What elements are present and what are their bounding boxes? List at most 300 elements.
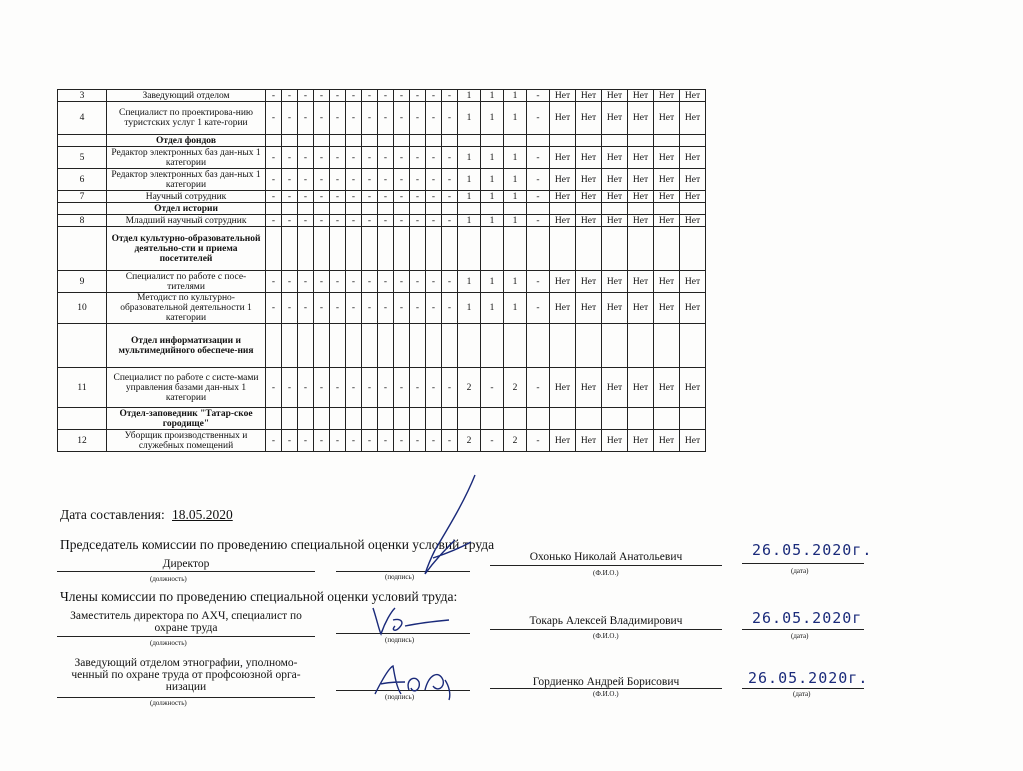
position-name-cell: Младший научный сотрудник (107, 215, 266, 227)
assessment-table (57, 89, 706, 452)
count-cell: 1 (504, 147, 527, 169)
empty-cell (442, 227, 458, 271)
empty-cell (680, 227, 706, 271)
position-name-cell: Методист по культурно-образовательной деятельности 1 категории (107, 293, 266, 324)
count-cell: - (527, 215, 550, 227)
answer-cell: Нет (680, 293, 706, 324)
row-number-cell: 7 (58, 191, 107, 203)
class-cell: - (314, 293, 330, 324)
answer-cell: Нет (602, 430, 628, 452)
class-cell: - (298, 215, 314, 227)
row-number-cell: 11 (58, 368, 107, 408)
empty-cell (527, 203, 550, 215)
empty-cell (330, 227, 346, 271)
section-title: Отдел информатизации и мультимедийного обеспече-ния (107, 324, 266, 368)
member-2-signature-image (365, 660, 465, 702)
chair-heading: Председатель комиссии по проведению специальной оценки условий труда (60, 537, 495, 552)
section-row (58, 408, 706, 430)
member-2-name: Гордиенко Андрей Борисович (532, 676, 680, 688)
empty-cell (266, 408, 282, 430)
chair-position-line (57, 571, 315, 572)
empty-cell (410, 135, 426, 147)
empty-cell (314, 324, 330, 368)
class-cell: - (330, 293, 346, 324)
answer-cell: Нет (654, 102, 680, 135)
class-cell: - (314, 215, 330, 227)
member-2-position-line (57, 697, 315, 698)
empty-cell (362, 203, 378, 215)
answer-cell: Нет (550, 169, 576, 191)
answer-cell: Нет (550, 430, 576, 452)
class-cell: - (330, 368, 346, 408)
count-cell: - (527, 147, 550, 169)
empty-cell (628, 324, 654, 368)
answer-cell: Нет (550, 147, 576, 169)
class-cell: - (378, 191, 394, 203)
empty-cell (654, 135, 680, 147)
empty-cell (362, 324, 378, 368)
empty-cell (442, 408, 458, 430)
chair-position: Директор (162, 558, 210, 570)
class-cell: - (378, 90, 394, 102)
answer-cell: Нет (602, 147, 628, 169)
class-cell: - (282, 271, 298, 293)
class-cell: - (442, 368, 458, 408)
class-cell: - (282, 368, 298, 408)
class-cell: - (394, 293, 410, 324)
count-cell: - (527, 368, 550, 408)
answer-cell: Нет (654, 147, 680, 169)
class-cell: - (378, 293, 394, 324)
class-cell: - (394, 368, 410, 408)
empty-cell (394, 408, 410, 430)
chair-name: Охонько Николай Анатольевич (529, 551, 683, 563)
count-cell: - (527, 191, 550, 203)
empty-cell (410, 227, 426, 271)
class-cell: - (426, 169, 442, 191)
count-cell: 2 (504, 368, 527, 408)
empty-cell (298, 324, 314, 368)
count-cell: 2 (458, 368, 481, 408)
class-cell: - (266, 90, 282, 102)
empty-cell (481, 203, 504, 215)
empty-cell (504, 203, 527, 215)
empty-cell (298, 227, 314, 271)
date-value: 18.05.2020 (172, 507, 233, 522)
empty-cell (550, 408, 576, 430)
count-cell: 1 (481, 271, 504, 293)
empty-cell (576, 324, 602, 368)
row-number-cell: 10 (58, 293, 107, 324)
class-cell: - (362, 215, 378, 227)
class-cell: - (362, 90, 378, 102)
position-name-cell: Уборщик производственных и служебных помещений (107, 430, 266, 452)
class-cell: - (282, 430, 298, 452)
class-cell: - (282, 191, 298, 203)
empty-cell (394, 203, 410, 215)
class-cell: - (362, 191, 378, 203)
count-cell: 2 (504, 430, 527, 452)
class-cell: - (282, 102, 298, 135)
class-cell: - (410, 102, 426, 135)
class-cell: - (362, 147, 378, 169)
empty-cell (576, 135, 602, 147)
class-cell: - (442, 102, 458, 135)
chair-position-caption: (должность) (150, 575, 187, 583)
answer-cell: Нет (680, 169, 706, 191)
answer-cell: Нет (654, 215, 680, 227)
class-cell: - (378, 368, 394, 408)
empty-cell (504, 408, 527, 430)
class-cell: - (426, 215, 442, 227)
class-cell: - (330, 102, 346, 135)
class-cell: - (266, 430, 282, 452)
count-cell: 1 (481, 147, 504, 169)
row-number-cell: 12 (58, 430, 107, 452)
class-cell: - (378, 215, 394, 227)
row-number-cell: 6 (58, 169, 107, 191)
class-cell: - (410, 169, 426, 191)
class-cell: - (394, 147, 410, 169)
class-cell: - (442, 169, 458, 191)
answer-cell: Нет (576, 215, 602, 227)
answer-cell: Нет (550, 293, 576, 324)
class-cell: - (266, 147, 282, 169)
class-cell: - (394, 169, 410, 191)
class-cell: - (442, 271, 458, 293)
answer-cell: Нет (576, 147, 602, 169)
class-cell: - (442, 293, 458, 324)
answer-cell: Нет (602, 169, 628, 191)
count-cell: 1 (481, 215, 504, 227)
answer-cell: Нет (628, 215, 654, 227)
empty-cell (282, 135, 298, 147)
empty-cell (266, 324, 282, 368)
empty-cell (504, 324, 527, 368)
empty-cell (550, 203, 576, 215)
empty-cell (628, 227, 654, 271)
empty-cell (442, 203, 458, 215)
table-row (58, 215, 706, 227)
class-cell: - (362, 271, 378, 293)
count-cell: 1 (458, 293, 481, 324)
class-cell: - (266, 169, 282, 191)
count-cell: 1 (458, 102, 481, 135)
answer-cell: Нет (602, 90, 628, 102)
empty-cell (481, 408, 504, 430)
class-cell: - (426, 368, 442, 408)
empty-cell (527, 227, 550, 271)
answer-cell: Нет (602, 368, 628, 408)
class-cell: - (330, 215, 346, 227)
count-cell: - (527, 90, 550, 102)
count-cell: 1 (504, 293, 527, 324)
empty-cell (298, 135, 314, 147)
row-number-cell: 4 (58, 102, 107, 135)
empty-cell (394, 135, 410, 147)
class-cell: - (378, 430, 394, 452)
answer-cell: Нет (576, 271, 602, 293)
empty-cell (362, 135, 378, 147)
empty-cell (426, 408, 442, 430)
empty-cell (458, 227, 481, 271)
empty-cell (426, 324, 442, 368)
empty-cell (550, 324, 576, 368)
empty-cell (527, 324, 550, 368)
empty-cell (330, 203, 346, 215)
class-cell: - (298, 191, 314, 203)
answer-cell: Нет (680, 102, 706, 135)
members-heading: Члены комиссии по проведению специальной оценки условий труда: (60, 589, 458, 604)
empty-cell (654, 227, 680, 271)
member-2-position-caption: (должность) (150, 699, 187, 707)
chair-date: 26.05.2020г. (752, 541, 873, 559)
answer-cell: Нет (602, 102, 628, 135)
class-cell: - (282, 215, 298, 227)
empty-cell (298, 203, 314, 215)
class-cell: - (410, 430, 426, 452)
answer-cell: Нет (550, 90, 576, 102)
section-title: Отдел истории (107, 203, 266, 215)
table-row (58, 271, 706, 293)
empty-cell (298, 408, 314, 430)
class-cell: - (346, 191, 362, 203)
empty-cell (481, 324, 504, 368)
class-cell: - (410, 271, 426, 293)
class-cell: - (298, 293, 314, 324)
count-cell: 1 (481, 169, 504, 191)
answer-cell: Нет (576, 191, 602, 203)
count-cell: 1 (504, 102, 527, 135)
class-cell: - (410, 90, 426, 102)
class-cell: - (410, 215, 426, 227)
class-cell: - (282, 169, 298, 191)
empty-cell (527, 408, 550, 430)
count-cell: - (527, 430, 550, 452)
empty-cell (602, 324, 628, 368)
empty-cell (378, 408, 394, 430)
row-number-cell (58, 135, 107, 147)
empty-cell (346, 135, 362, 147)
class-cell: - (330, 169, 346, 191)
empty-cell (527, 135, 550, 147)
row-number-cell: 3 (58, 90, 107, 102)
chair-date-line (742, 563, 864, 564)
class-cell: - (346, 169, 362, 191)
empty-cell (266, 227, 282, 271)
class-cell: - (394, 102, 410, 135)
empty-cell (458, 408, 481, 430)
empty-cell (314, 227, 330, 271)
class-cell: - (426, 430, 442, 452)
empty-cell (576, 203, 602, 215)
member-1-position: Заместитель директора по АХЧ, специалист по охране труда (70, 610, 302, 634)
class-cell: - (442, 147, 458, 169)
empty-cell (394, 227, 410, 271)
table-row (58, 169, 706, 191)
empty-cell (680, 135, 706, 147)
row-number-cell: 8 (58, 215, 107, 227)
class-cell: - (266, 293, 282, 324)
class-cell: - (314, 169, 330, 191)
empty-cell (680, 324, 706, 368)
row-number-cell (58, 227, 107, 271)
empty-cell (550, 135, 576, 147)
count-cell: 2 (458, 430, 481, 452)
empty-cell (346, 324, 362, 368)
answer-cell: Нет (550, 215, 576, 227)
class-cell: - (314, 271, 330, 293)
class-cell: - (346, 293, 362, 324)
row-number-cell (58, 408, 107, 430)
empty-cell (654, 203, 680, 215)
count-cell: 1 (504, 191, 527, 203)
position-name-cell: Специалист по работе с систе-мами управления базами дан-ных 1 категории (107, 368, 266, 408)
class-cell: - (378, 102, 394, 135)
table-row (58, 102, 706, 135)
answer-cell: Нет (654, 169, 680, 191)
class-cell: - (346, 102, 362, 135)
class-cell: - (298, 102, 314, 135)
count-cell: 1 (504, 215, 527, 227)
answer-cell: Нет (654, 368, 680, 408)
empty-cell (442, 135, 458, 147)
empty-cell (378, 324, 394, 368)
class-cell: - (346, 430, 362, 452)
answer-cell: Нет (576, 293, 602, 324)
empty-cell (282, 227, 298, 271)
class-cell: - (346, 147, 362, 169)
empty-cell (576, 227, 602, 271)
answer-cell: Нет (628, 430, 654, 452)
empty-cell (426, 135, 442, 147)
empty-cell (346, 408, 362, 430)
empty-cell (410, 203, 426, 215)
class-cell: - (298, 430, 314, 452)
member-1-signature-image (365, 600, 455, 640)
class-cell: - (266, 368, 282, 408)
empty-cell (330, 324, 346, 368)
class-cell: - (394, 215, 410, 227)
empty-cell (680, 408, 706, 430)
count-cell: 1 (458, 271, 481, 293)
answer-cell: Нет (576, 169, 602, 191)
count-cell: 1 (481, 102, 504, 135)
section-row (58, 324, 706, 368)
count-cell: 1 (481, 191, 504, 203)
empty-cell (378, 135, 394, 147)
position-name-cell: Редактор электронных баз дан-ных 1 категории (107, 169, 266, 191)
answer-cell: Нет (680, 191, 706, 203)
table-row (58, 293, 706, 324)
member-1-signature-caption: (подпись) (385, 636, 415, 644)
class-cell: - (442, 90, 458, 102)
class-cell: - (314, 368, 330, 408)
member-1-fio-caption: (Ф.И.О.) (593, 632, 619, 640)
table-row (58, 191, 706, 203)
answer-cell: Нет (550, 368, 576, 408)
class-cell: - (410, 191, 426, 203)
class-cell: - (362, 430, 378, 452)
class-cell: - (298, 271, 314, 293)
empty-cell (266, 203, 282, 215)
member-2-signature-caption: (подпись) (385, 693, 415, 701)
class-cell: - (266, 271, 282, 293)
position-name-cell: Специалист по работе с посе-тителями (107, 271, 266, 293)
class-cell: - (426, 191, 442, 203)
empty-cell (654, 408, 680, 430)
count-cell: 1 (481, 90, 504, 102)
empty-cell (282, 203, 298, 215)
empty-cell (628, 203, 654, 215)
member-1-position-caption: (должность) (150, 639, 187, 647)
answer-cell: Нет (628, 191, 654, 203)
class-cell: - (266, 191, 282, 203)
class-cell: - (378, 147, 394, 169)
empty-cell (458, 324, 481, 368)
class-cell: - (410, 368, 426, 408)
empty-cell (282, 408, 298, 430)
class-cell: - (314, 430, 330, 452)
member-1-position-line (57, 636, 315, 637)
section-title: Отдел-заповедник "Татар-ское городище" (107, 408, 266, 430)
empty-cell (576, 408, 602, 430)
class-cell: - (346, 271, 362, 293)
class-cell: - (298, 147, 314, 169)
class-cell: - (362, 368, 378, 408)
row-number-cell (58, 324, 107, 368)
answer-cell: Нет (628, 102, 654, 135)
empty-cell (628, 408, 654, 430)
answer-cell: Нет (628, 368, 654, 408)
count-cell: - (527, 102, 550, 135)
empty-cell (314, 408, 330, 430)
empty-cell (346, 227, 362, 271)
member-2-date-caption: (дата) (793, 690, 811, 698)
class-cell: - (314, 90, 330, 102)
empty-cell (330, 408, 346, 430)
chair-signature-image (405, 470, 485, 580)
class-cell: - (330, 430, 346, 452)
count-cell: 1 (458, 191, 481, 203)
class-cell: - (426, 147, 442, 169)
empty-cell (680, 203, 706, 215)
count-cell: 1 (504, 90, 527, 102)
class-cell: - (394, 430, 410, 452)
answer-cell: Нет (628, 90, 654, 102)
answer-cell: Нет (576, 368, 602, 408)
empty-cell (602, 203, 628, 215)
position-name-cell: Редактор электронных баз дан-ных 1 категории (107, 147, 266, 169)
count-cell: - (481, 430, 504, 452)
class-cell: - (314, 147, 330, 169)
member-1-date: 26.05.2020г (752, 609, 863, 627)
date-label: Дата составления: (60, 507, 165, 522)
answer-cell: Нет (680, 215, 706, 227)
answer-cell: Нет (576, 90, 602, 102)
row-number-cell (58, 203, 107, 215)
answer-cell: Нет (628, 293, 654, 324)
member-1-date-line (742, 629, 864, 630)
answer-cell: Нет (550, 191, 576, 203)
member-1-name-line (490, 629, 722, 630)
answer-cell: Нет (550, 271, 576, 293)
section-row (58, 203, 706, 215)
count-cell: - (527, 293, 550, 324)
class-cell: - (394, 191, 410, 203)
empty-cell (314, 135, 330, 147)
count-cell: 1 (458, 90, 481, 102)
